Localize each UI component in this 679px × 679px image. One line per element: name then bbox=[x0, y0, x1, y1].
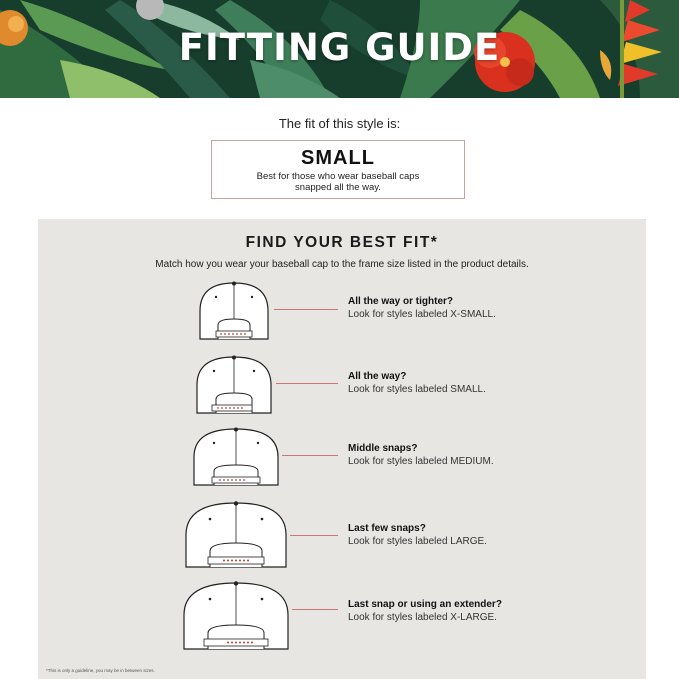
fit-row-text bbox=[348, 371, 486, 396]
cap-back-snapback-icon bbox=[180, 581, 292, 653]
pointer-line bbox=[276, 383, 338, 384]
cap-back-snapback-icon bbox=[194, 281, 274, 343]
fit-answer: Look for styles labeled LARGE. bbox=[348, 536, 487, 547]
fit-size-label: SMALL bbox=[301, 147, 375, 169]
pointer-line bbox=[290, 535, 338, 536]
cap-back-snapback-icon bbox=[192, 355, 276, 417]
fit-row-text bbox=[348, 599, 502, 624]
pointer-line bbox=[282, 455, 338, 456]
fit-row-small bbox=[38, 353, 646, 423]
fit-answer: Look for styles labeled X-SMALL. bbox=[348, 309, 496, 320]
banner-title: FITTING GUIDE bbox=[178, 26, 501, 69]
fit-row-xsmall bbox=[38, 279, 646, 349]
guide-subtitle: Match how you wear your baseball cap to the frame size listed in the product details. bbox=[155, 259, 529, 270]
fit-row-xlarge bbox=[38, 579, 646, 649]
fit-answer: Look for styles labeled SMALL. bbox=[348, 384, 486, 395]
fit-question: All the way or tighter? bbox=[348, 296, 454, 307]
fit-row-medium bbox=[38, 425, 646, 495]
banner bbox=[0, 0, 679, 98]
pointer-line bbox=[292, 609, 338, 610]
fit-row-text bbox=[348, 523, 487, 548]
best-fit-panel bbox=[38, 219, 646, 679]
fit-intro-text: The fit of this style is: bbox=[278, 116, 401, 131]
fit-answer: Look for styles labeled X-LARGE. bbox=[348, 612, 497, 623]
fit-size-description: Best for those who wear baseball caps snapped all the way. bbox=[256, 171, 420, 193]
fit-question: All the way? bbox=[348, 371, 407, 382]
fit-question: Middle snaps? bbox=[348, 443, 418, 454]
guideline-footnote: *This is only a guideline, you may be in between sizes. bbox=[46, 668, 155, 673]
cap-back-snapback-icon bbox=[190, 427, 282, 489]
fit-row-large bbox=[38, 499, 646, 569]
pointer-line bbox=[274, 309, 338, 310]
fit-answer: Look for styles labeled MEDIUM. bbox=[348, 456, 494, 467]
fit-question: Last few snaps? bbox=[348, 523, 426, 534]
fit-size-box bbox=[211, 140, 465, 199]
cap-back-snapback-icon bbox=[182, 501, 290, 571]
fit-row-text bbox=[348, 296, 496, 321]
fit-row-text bbox=[348, 443, 494, 468]
guide-title: FIND YOUR BEST FIT* bbox=[245, 234, 439, 251]
fit-question: Last snap or using an extender? bbox=[348, 599, 502, 610]
